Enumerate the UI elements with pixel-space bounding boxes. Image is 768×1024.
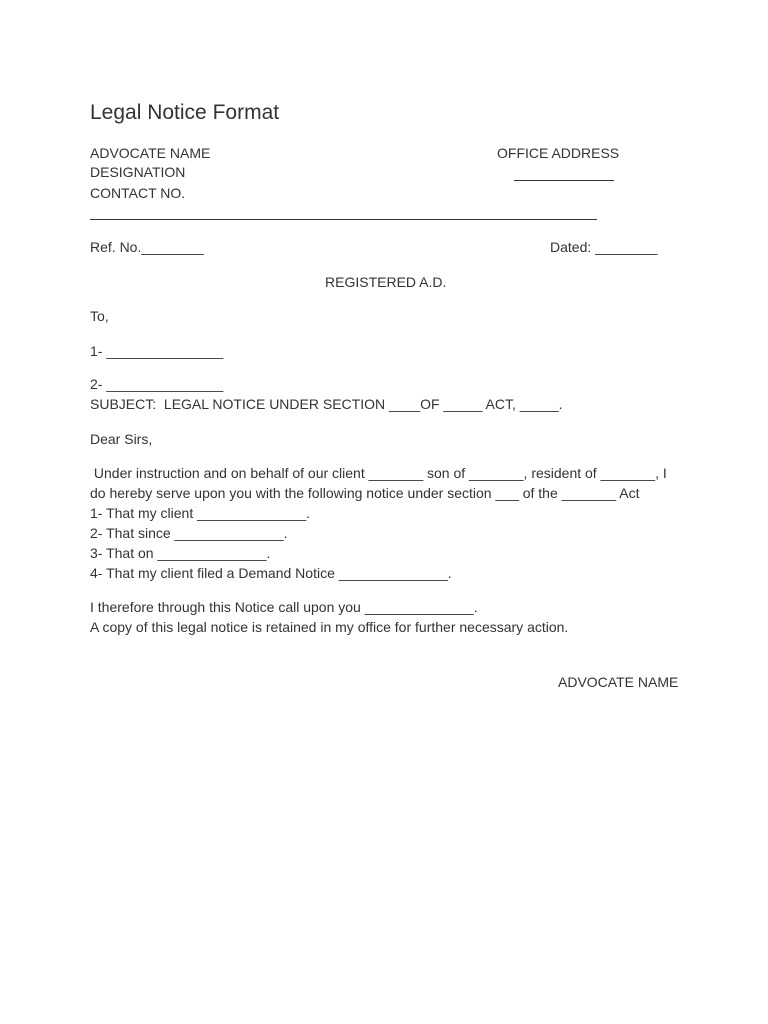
contact-no-label: CONTACT NO.: [90, 185, 186, 201]
signature-advocate-name: ADVOCATE NAME: [558, 674, 679, 690]
header-divider: [90, 219, 597, 220]
point-4: 4- That my client filed a Demand Notice ______________.: [90, 565, 452, 581]
advocate-name-label: ADVOCATE NAME: [90, 145, 211, 161]
salutation: Dear Sirs,: [90, 431, 153, 447]
closing-line-1: I therefore through this Notice call upon you ______________.: [90, 599, 478, 615]
body-line-2: do hereby serve upon you with the following notice under section ___ of the _______ Act: [90, 485, 640, 501]
to-label: To,: [90, 308, 109, 324]
office-address-label: OFFICE ADDRESS: [497, 145, 620, 161]
point-1: 1- That my client ______________.: [90, 505, 311, 521]
document-title: Legal Notice Format: [90, 101, 280, 124]
recipient-2: 2- _______________: [90, 376, 224, 392]
body-line-1: Under instruction and on behalf of our client _______ son of _______, resident of _______, I: [90, 465, 667, 481]
subject-line: SUBJECT: LEGAL NOTICE UNDER SECTION ____OF _____ ACT, _____.: [90, 396, 563, 412]
ref-no: Ref. No.________: [90, 239, 204, 255]
dated: Dated: ________: [550, 239, 658, 255]
office-address-blank: [514, 180, 614, 181]
recipient-1: 1- _______________: [90, 343, 224, 359]
registered-ad: REGISTERED A.D.: [325, 274, 447, 290]
point-3: 3- That on ______________.: [90, 545, 271, 561]
closing-line-2: A copy of this legal notice is retained in my office for further necessary action.: [90, 619, 569, 635]
designation-label: DESIGNATION: [90, 164, 186, 180]
point-2: 2- That since ______________.: [90, 525, 288, 541]
